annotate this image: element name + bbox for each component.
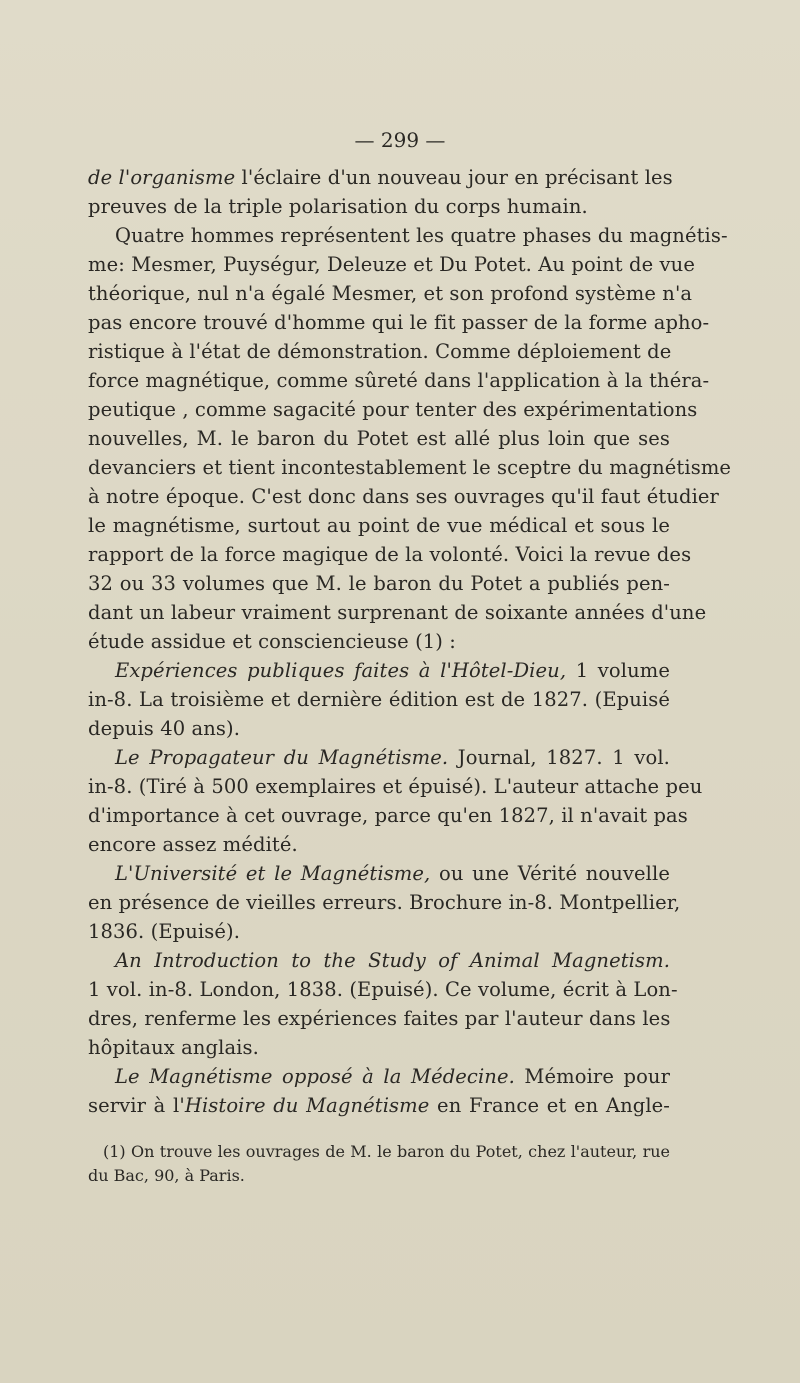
text-line bbox=[88, 482, 719, 511]
text-line bbox=[88, 627, 670, 656]
text-run: en France et en Angle- bbox=[429, 1094, 670, 1117]
text-line bbox=[88, 569, 670, 598]
text-run: Quatre hommes représentent les quatre phases du magnétis- bbox=[115, 224, 728, 247]
text-run: force magnétique, comme sûreté dans l'application à la théra- bbox=[88, 369, 710, 392]
text-line bbox=[88, 830, 670, 859]
text-line bbox=[88, 801, 688, 830]
text-run: servir à l' bbox=[88, 1094, 185, 1117]
text-line bbox=[88, 221, 728, 250]
text-line bbox=[88, 1004, 670, 1033]
text-run: in-8. (Tiré à 500 exemplaires et épuisé). L'auteur attache peu bbox=[88, 775, 703, 798]
text-run: l'éclaire d'un nouveau jour en précisant les bbox=[235, 166, 673, 189]
text-run: à notre époque. C'est donc dans ses ouvrages qu'il faut étudier bbox=[88, 485, 719, 508]
page-number: — 299 — bbox=[354, 128, 446, 152]
text-line bbox=[88, 1033, 670, 1062]
text-run: ou une Vérité nouvelle bbox=[430, 862, 670, 885]
text-line bbox=[88, 250, 695, 279]
text-line bbox=[88, 772, 703, 801]
text-line bbox=[88, 163, 673, 192]
text-line bbox=[88, 975, 678, 1004]
italic-title: de l'organisme bbox=[88, 166, 236, 189]
text-run: dant un labeur vraiment surprenant de soixante années d'une bbox=[88, 601, 707, 624]
text-run: 32 ou 33 volumes que M. le baron du Potet a publiés pen- bbox=[88, 572, 670, 595]
text-line bbox=[88, 946, 670, 975]
footnote bbox=[88, 1140, 670, 1188]
text-run: me: Mesmer, Puységur, Deleuze et Du Potet. Au point de vue bbox=[88, 253, 695, 276]
body-text bbox=[88, 163, 732, 1120]
text-line bbox=[88, 337, 670, 366]
text-run: preuves de la triple polarisation du corps humain. bbox=[88, 195, 588, 218]
text-line bbox=[88, 1091, 670, 1120]
text-run: in-8. La troisième et dernière édition est de 1827. (Epuisé bbox=[88, 688, 670, 711]
text-line bbox=[88, 917, 670, 946]
text-line bbox=[88, 714, 670, 743]
italic-title: L'Université et le Magnétisme, bbox=[115, 862, 431, 885]
text-line bbox=[88, 743, 670, 772]
italic-title: Le Propagateur du Magnétisme. bbox=[115, 746, 449, 769]
text-run: 1 volume bbox=[566, 659, 670, 682]
text-line bbox=[88, 859, 670, 888]
italic-title: Expériences publiques faites à l'Hôtel-Dieu, bbox=[115, 659, 567, 682]
text-line bbox=[88, 685, 670, 714]
text-line bbox=[88, 453, 732, 482]
text-run: dres, renferme les expériences faites par l'auteur dans les bbox=[88, 1007, 671, 1030]
text-line bbox=[88, 308, 710, 337]
text-line bbox=[88, 888, 681, 917]
text-run: le magnétisme, surtout au point de vue médical et sous le bbox=[88, 514, 670, 537]
text-run: peutique , comme sagacité pour tenter des expérimentations bbox=[88, 398, 698, 421]
text-line bbox=[88, 366, 710, 395]
text-run: 1 vol. in-8. London, 1838. (Epuisé). Ce volume, écrit à Lon- bbox=[88, 978, 678, 1001]
text-run: rapport de la force magique de la volonté. Voici la revue des bbox=[88, 543, 692, 566]
footnote-line: (1) On trouve les ouvrages de M. le baron du Potet, chez l'auteur, rue bbox=[103, 1142, 670, 1161]
text-run: encore assez médité. bbox=[88, 833, 298, 856]
text-run: ristique à l'état de démonstration. Comme déploiement de bbox=[88, 340, 672, 363]
footnote-line: du Bac, 90, à Paris. bbox=[88, 1166, 245, 1185]
text-run: étude assidue et consciencieuse (1) : bbox=[88, 630, 456, 653]
text-line bbox=[88, 395, 698, 424]
text-run: devanciers et tient incontestablement le sceptre du magnétisme bbox=[88, 456, 732, 479]
text-line bbox=[88, 656, 670, 685]
text-line bbox=[88, 279, 693, 308]
text-run: d'importance à cet ouvrage, parce qu'en 1827, il n'avait pas bbox=[88, 804, 688, 827]
text-run: en présence de vieilles erreurs. Brochure in-8. Montpellier, bbox=[88, 891, 681, 914]
text-run: depuis 40 ans). bbox=[88, 717, 241, 740]
text-run: hôpitaux anglais. bbox=[88, 1036, 259, 1059]
text-line bbox=[88, 192, 670, 221]
text-run: nouvelles, M. le baron du Potet est allé plus loin que ses bbox=[88, 427, 670, 450]
text-run: Journal, 1827. 1 vol. bbox=[448, 746, 670, 769]
text-line bbox=[88, 598, 707, 627]
text-line bbox=[88, 1062, 670, 1091]
text-line bbox=[88, 424, 670, 453]
text-run: Mémoire pour bbox=[514, 1065, 671, 1088]
text-line bbox=[88, 540, 692, 569]
italic-title: Le Magnétisme opposé à la Médecine. bbox=[115, 1065, 515, 1088]
italic-title: An Introduction to the Study of Animal Magnetism. bbox=[115, 949, 670, 972]
text-line bbox=[88, 511, 670, 540]
italic-title: Histoire du Magnétisme bbox=[184, 1094, 430, 1117]
text-run: 1836. (Epuisé). bbox=[88, 920, 240, 943]
text-run: théorique, nul n'a égalé Mesmer, et son profond système n'a bbox=[88, 282, 693, 305]
text-run: pas encore trouvé d'homme qui le fit passer de la forme apho- bbox=[88, 311, 710, 334]
